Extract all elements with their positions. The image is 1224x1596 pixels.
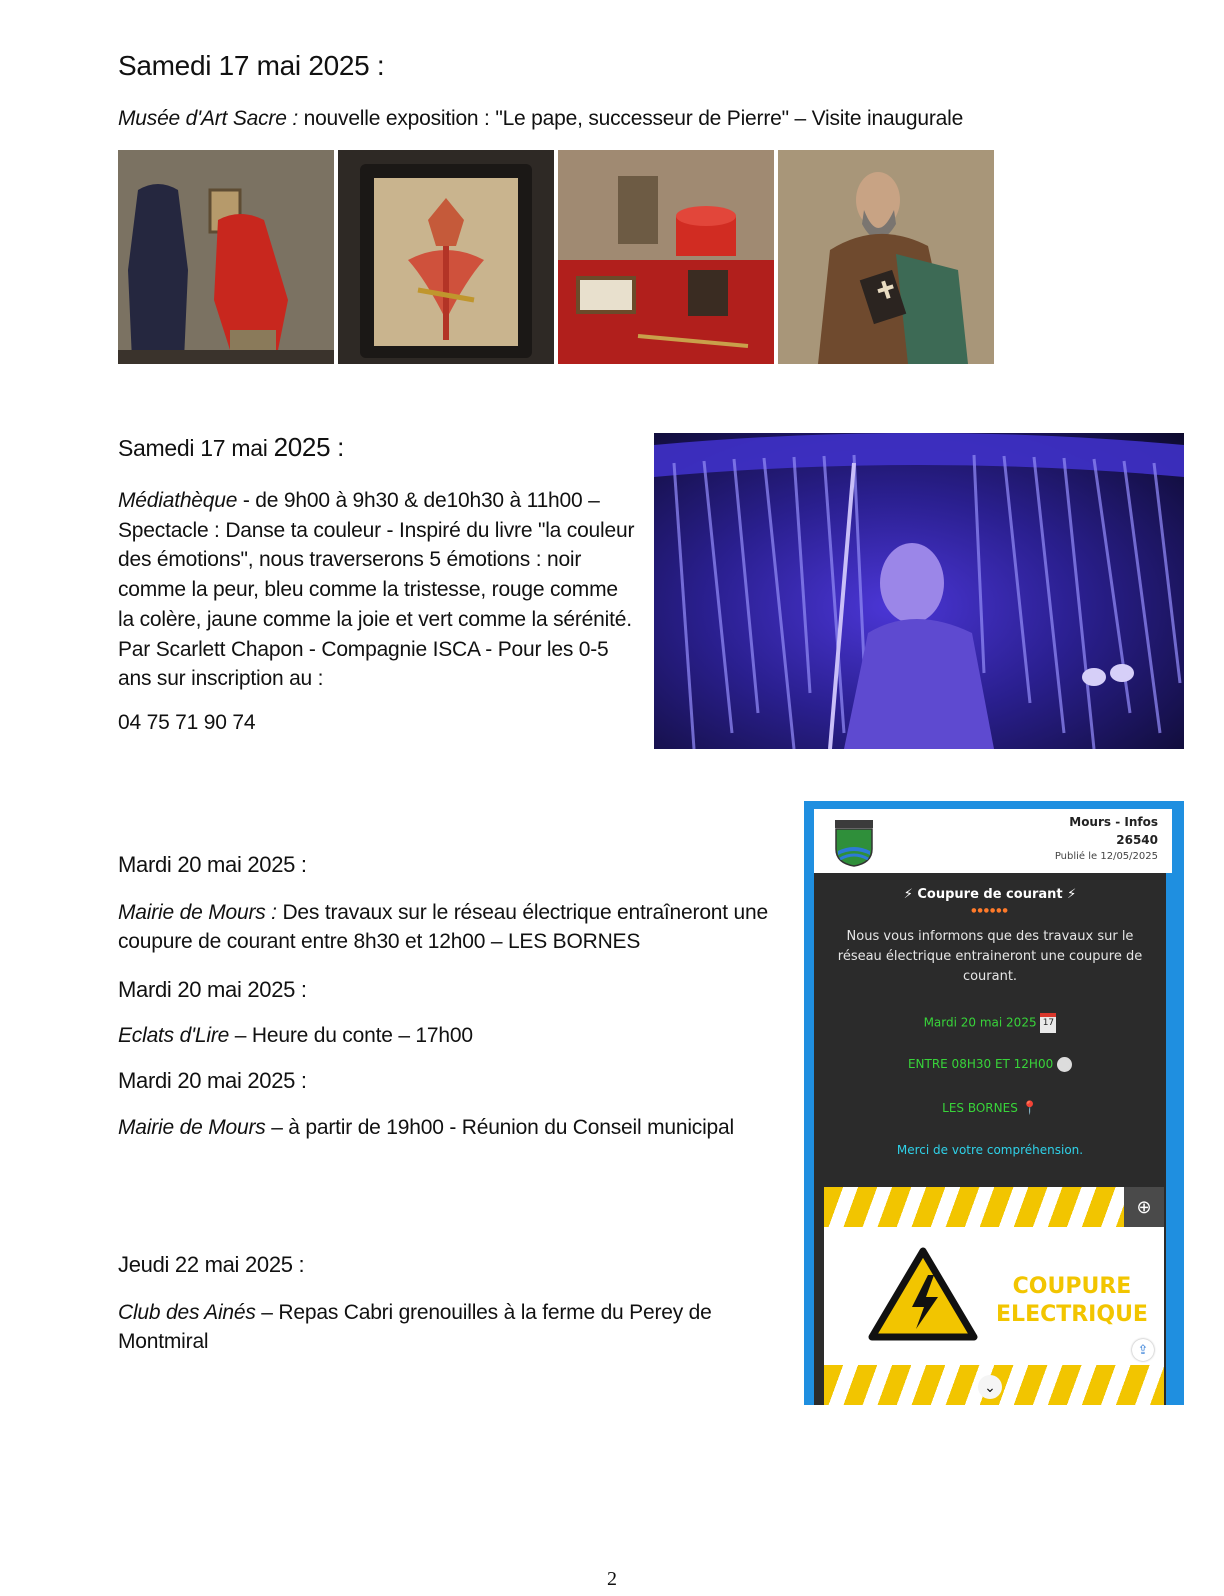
section1-text (118, 104, 1118, 133)
notice-header (814, 809, 1172, 873)
section3-description-2: – Heure du conte – 17h00 (229, 1024, 473, 1047)
section3-description-1: Des travaux sur le réseau électrique entraîneront une coupure de courant entre 8h30 et 12h00 – LES BORNES (118, 901, 768, 953)
section1-heading: Samedi 17 mai 2025 : (118, 50, 385, 81)
notice-postcode: 26540 (1116, 833, 1158, 847)
section4-venue: Club des Ainés (118, 1301, 256, 1324)
notice-date (814, 1013, 1166, 1033)
section2-venue: Médiathèque (118, 489, 238, 512)
notice-dots: ●●●●●● (971, 907, 1009, 914)
power-cut-notice-screenshot (804, 801, 1184, 1405)
section2-phone: 04 75 71 90 74 (118, 711, 256, 734)
section1-description: nouvelle exposition : "Le pape, successeur de Pierre" – Visite inaugurale (297, 107, 964, 130)
notice-place-text: LES BORNES (942, 1101, 1018, 1115)
section3-venue-3: Mairie de Mours (118, 1116, 266, 1139)
section2-heading (118, 432, 344, 463)
notice-time-text: ENTRE 08H30 ET 12H00 (907, 1057, 1054, 1071)
high-voltage-warning-icon (868, 1247, 978, 1343)
warning-stripes-top (824, 1187, 1164, 1227)
warning-sign-line-2: ELECTRIQUE (996, 1302, 1148, 1327)
papal-banner-photo (338, 150, 554, 364)
section4-heading: Jeudi 22 mai 2025 : (118, 1252, 305, 1277)
page-number: 2 (607, 1568, 617, 1590)
notice-thanks: Merci de votre compréhension. (896, 1143, 1084, 1157)
section3-text-1 (118, 898, 788, 956)
section2-description: - de 9h00 à 9h30 & de10h30 à 11h00 – Spectacle : Danse ta couleur - Inspiré du livre "la couleur des émotions", nous traverserons 5 émotions : noir comme la peur, bleu comme la tristesse, rouge comme la colère, jaune comme la joie et vert comme la sérénité. Par Scarlett Chapon - Compagnie ISCA - Pour les 0-5 ans sur inscription au : (118, 489, 635, 691)
warning-sign-line-1: COUPURE (1012, 1274, 1132, 1299)
notice-published-date: Publié le 12/05/2025 (1054, 851, 1158, 862)
section2-heading-date: Samedi 17 mai (118, 435, 274, 461)
section3-description-3: – à partir de 19h00 - Réunion du Conseil municipal (265, 1116, 734, 1139)
dancer-photo (654, 433, 1184, 749)
section3-heading-3: Mardi 20 mai 2025 : (118, 1068, 307, 1093)
warning-sign-text (992, 1273, 1152, 1329)
notice-source: Mours - Infos (1069, 815, 1158, 829)
calendar-icon: 17 (1040, 1013, 1056, 1033)
power-cut-warning-image (824, 1187, 1164, 1405)
notice-title: ⚡ Coupure de courant ⚡ (903, 887, 1077, 902)
exhibition-photo-strip (118, 150, 994, 364)
section2-heading-year: 2025 : (273, 432, 345, 462)
municipal-shield-icon (834, 819, 874, 867)
clock-icon (1057, 1057, 1072, 1072)
section3-venue-2: Eclats d'Lire (118, 1024, 230, 1047)
section4-text (118, 1298, 758, 1356)
uniforms-photo (118, 150, 334, 364)
section2-text (118, 486, 638, 694)
pin-icon: 📍 (1021, 1101, 1038, 1116)
notice-message: Nous vous informons que des travaux sur le réseau électrique entraineront une coupure de courant. (837, 929, 1143, 984)
section1-venue: Musée d'Art Sacre : (118, 107, 298, 130)
share-icon[interactable]: ⇪ (1132, 1339, 1154, 1361)
section3-text-2 (118, 1021, 788, 1050)
section4-description: – Repas Cabri grenouilles à la ferme du Perey de Montmiral (118, 1301, 712, 1353)
zoom-icon[interactable]: ⊕ (1124, 1187, 1164, 1227)
saint-peter-statue-photo (778, 150, 994, 364)
section3-heading-1: Mardi 20 mai 2025 : (118, 852, 307, 877)
notice-date-text: Mardi 20 mai 2025 (923, 1015, 1037, 1030)
chevron-down-icon[interactable]: ⌄ (978, 1375, 1002, 1399)
relics-photo (558, 150, 774, 364)
section3-heading-2: Mardi 20 mai 2025 : (118, 977, 307, 1002)
notice-place (814, 1101, 1166, 1116)
section3-venue-1: Mairie de Mours : (118, 901, 277, 924)
notice-time (814, 1057, 1166, 1072)
section3-text-3 (118, 1113, 798, 1142)
